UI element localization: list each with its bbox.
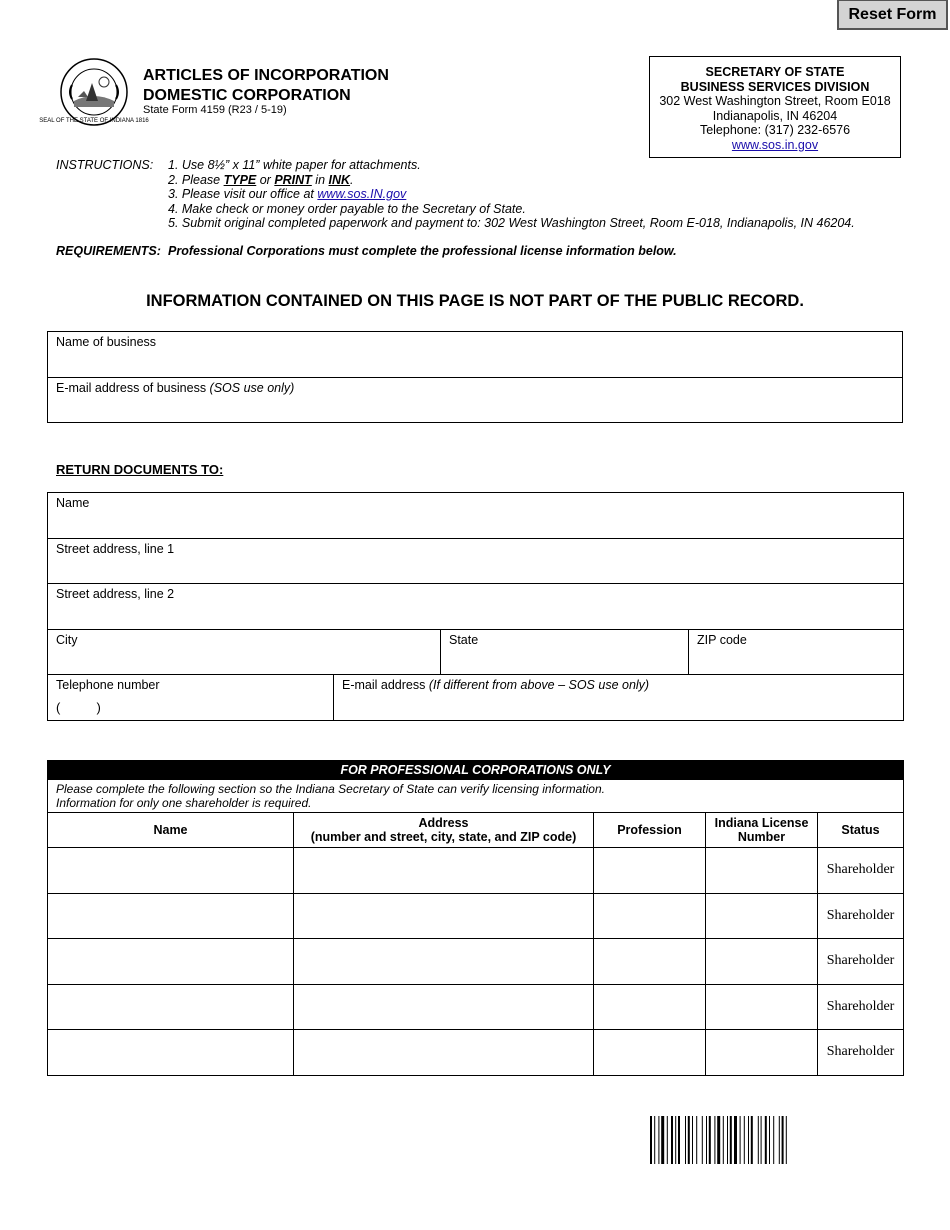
barcode-bar bbox=[786, 1116, 787, 1164]
shareholder-license-cell[interactable] bbox=[706, 848, 818, 894]
col-status-header: Status bbox=[818, 813, 904, 848]
barcode-bar bbox=[654, 1116, 655, 1164]
professional-note: Please complete the following section so the Indiana Secretary of State can verify licensing information. Information for only one shareholder is required. bbox=[48, 780, 904, 813]
return-state-field[interactable]: State bbox=[441, 629, 689, 675]
instruction-4: 4. Make check or money order payable to the Secretary of State. bbox=[168, 201, 526, 216]
instruction-5: 5. Submit original completed paperwork and payment to: 302 West Washington Street, Room E-018, Indianapolis, IN 46204. bbox=[168, 216, 855, 230]
shareholder-profession-cell[interactable] bbox=[594, 848, 706, 894]
return-name-field[interactable]: Name bbox=[48, 493, 904, 539]
barcode-bar bbox=[678, 1116, 680, 1164]
barcode-bar bbox=[658, 1116, 659, 1164]
state-seal-icon bbox=[39, 57, 149, 127]
sos-line2: BUSINESS SERVICES DIVISION bbox=[680, 79, 870, 94]
barcode-bar bbox=[692, 1116, 693, 1164]
shareholder-address-cell[interactable] bbox=[294, 939, 594, 985]
shareholder-address-cell[interactable] bbox=[294, 848, 594, 894]
barcode-bar bbox=[709, 1116, 711, 1164]
shareholder-profession-cell[interactable] bbox=[594, 939, 706, 985]
return-phone-field[interactable]: Telephone number ( ) bbox=[48, 675, 334, 721]
return-documents-table bbox=[47, 492, 904, 721]
business-name-field[interactable]: Name of business bbox=[48, 332, 903, 378]
barcode-bar bbox=[769, 1116, 770, 1164]
shareholder-status-cell: Shareholder bbox=[818, 984, 904, 1030]
shareholder-profession-cell[interactable] bbox=[594, 1030, 706, 1076]
col-profession-header: Profession bbox=[594, 813, 706, 848]
requirements-label: REQUIREMENTS: bbox=[56, 244, 161, 258]
sos-line1: SECRETARY OF STATE bbox=[705, 65, 845, 79]
barcode-bar bbox=[696, 1116, 697, 1164]
barcode-bar bbox=[744, 1116, 745, 1164]
table-row bbox=[48, 984, 904, 1030]
instruction-3: 3. Please visit our office at www.sos.IN.gov bbox=[168, 187, 407, 201]
form-number: State Form 4159 (R23 / 5-19) bbox=[143, 104, 287, 116]
shareholder-name-cell[interactable] bbox=[48, 848, 294, 894]
barcode-bar bbox=[782, 1116, 784, 1164]
shareholder-status-cell: Shareholder bbox=[818, 939, 904, 985]
barcode-bar bbox=[650, 1116, 652, 1164]
shareholder-address-cell[interactable] bbox=[294, 1030, 594, 1076]
barcode-bar bbox=[734, 1116, 737, 1164]
barcode-bar bbox=[758, 1116, 759, 1164]
barcode-bar bbox=[717, 1116, 720, 1164]
shareholder-address-cell[interactable] bbox=[294, 984, 594, 1030]
shareholder-address-cell[interactable] bbox=[294, 893, 594, 939]
sos-address-box bbox=[649, 56, 901, 158]
barcode-bar bbox=[730, 1116, 732, 1164]
barcode-bar bbox=[661, 1116, 664, 1164]
instruction-1: 1. Use 8½” x 11” white paper for attachments. bbox=[168, 158, 421, 172]
barcode-bar bbox=[740, 1116, 741, 1164]
shareholder-status-cell: Shareholder bbox=[818, 848, 904, 894]
sos-line3: 302 West Washington Street, Room E018 bbox=[659, 94, 891, 108]
shareholder-name-cell[interactable] bbox=[48, 1030, 294, 1076]
professional-section-title: FOR PROFESSIONAL CORPORATIONS ONLY bbox=[48, 761, 904, 780]
table-row bbox=[48, 848, 904, 894]
sos-website-link[interactable]: www.sos.in.gov bbox=[731, 137, 819, 152]
return-street2-field[interactable]: Street address, line 2 bbox=[48, 584, 904, 630]
requirements-text: Professional Corporations must complete the professional license information below. bbox=[168, 244, 677, 258]
sos-line5: Telephone: (317) 232-6576 bbox=[699, 123, 851, 137]
barcode-bar bbox=[706, 1116, 707, 1164]
instructions-list bbox=[168, 158, 888, 231]
barcode-bar bbox=[761, 1116, 762, 1164]
instructions-label: INSTRUCTIONS: bbox=[56, 158, 154, 172]
seal-text: SEAL OF THE STATE OF INDIANA 1816 bbox=[39, 118, 149, 124]
shareholder-license-cell[interactable] bbox=[706, 1030, 818, 1076]
sos-office-link[interactable]: www.sos.IN.gov bbox=[317, 187, 407, 201]
return-zip-field[interactable]: ZIP code bbox=[689, 629, 904, 675]
col-name-header: Name bbox=[48, 813, 294, 848]
barcode-bar bbox=[714, 1116, 715, 1164]
barcode-bar bbox=[702, 1116, 703, 1164]
col-license-header: Indiana License Number bbox=[706, 813, 818, 848]
return-street1-field[interactable]: Street address, line 1 bbox=[48, 538, 904, 584]
barcode-bar bbox=[773, 1116, 774, 1164]
shareholder-status-cell: Shareholder bbox=[818, 1030, 904, 1076]
reset-form-button[interactable]: Reset Form bbox=[837, 0, 948, 30]
shareholder-status-cell: Shareholder bbox=[818, 893, 904, 939]
shareholder-name-cell[interactable] bbox=[48, 893, 294, 939]
return-email-field[interactable]: E-mail address (If different from above – SOS use only) bbox=[334, 675, 904, 721]
barcode-bar bbox=[765, 1116, 767, 1164]
public-record-notice: INFORMATION CONTAINED ON THIS PAGE IS NOT PART OF THE PUBLIC RECORD. bbox=[146, 292, 804, 310]
table-row bbox=[48, 893, 904, 939]
business-email-field[interactable]: E-mail address of business (SOS use only) bbox=[48, 377, 903, 423]
form-title-line1: ARTICLES OF INCORPORATION bbox=[143, 67, 389, 84]
barcode-bar bbox=[675, 1116, 676, 1164]
business-info-table bbox=[47, 331, 903, 423]
barcode-bar bbox=[671, 1116, 673, 1164]
barcode-bar bbox=[779, 1116, 780, 1164]
barcode-bar bbox=[751, 1116, 753, 1164]
barcode-bar bbox=[685, 1116, 686, 1164]
form-title-line2: DOMESTIC CORPORATION bbox=[143, 87, 351, 104]
shareholder-profession-cell[interactable] bbox=[594, 893, 706, 939]
barcode bbox=[650, 1116, 876, 1164]
shareholder-license-cell[interactable] bbox=[706, 893, 818, 939]
barcode-bar bbox=[723, 1116, 724, 1164]
barcode-bar bbox=[748, 1116, 749, 1164]
return-city-field[interactable]: City bbox=[48, 629, 441, 675]
instruction-2: 2. Please TYPE or PRINT in INK. bbox=[168, 172, 354, 187]
barcode-bar bbox=[727, 1116, 728, 1164]
shareholder-license-cell[interactable] bbox=[706, 984, 818, 1030]
shareholder-license-cell[interactable] bbox=[706, 939, 818, 985]
return-documents-heading: RETURN DOCUMENTS TO: bbox=[56, 462, 224, 477]
col-address-header: Address (number and street, city, state, and ZIP code) bbox=[294, 813, 594, 848]
barcode-bar bbox=[688, 1116, 690, 1164]
shareholder-name-cell[interactable] bbox=[48, 939, 294, 985]
table-row bbox=[48, 1030, 904, 1076]
shareholder-name-cell[interactable] bbox=[48, 984, 294, 1030]
barcode-bar bbox=[667, 1116, 668, 1164]
shareholder-profession-cell[interactable] bbox=[594, 984, 706, 1030]
sos-line4: Indianapolis, IN 46204 bbox=[712, 108, 838, 123]
professional-corporations-table bbox=[47, 760, 904, 1076]
phone-area-code: ( ) bbox=[56, 700, 101, 715]
table-row bbox=[48, 939, 904, 985]
